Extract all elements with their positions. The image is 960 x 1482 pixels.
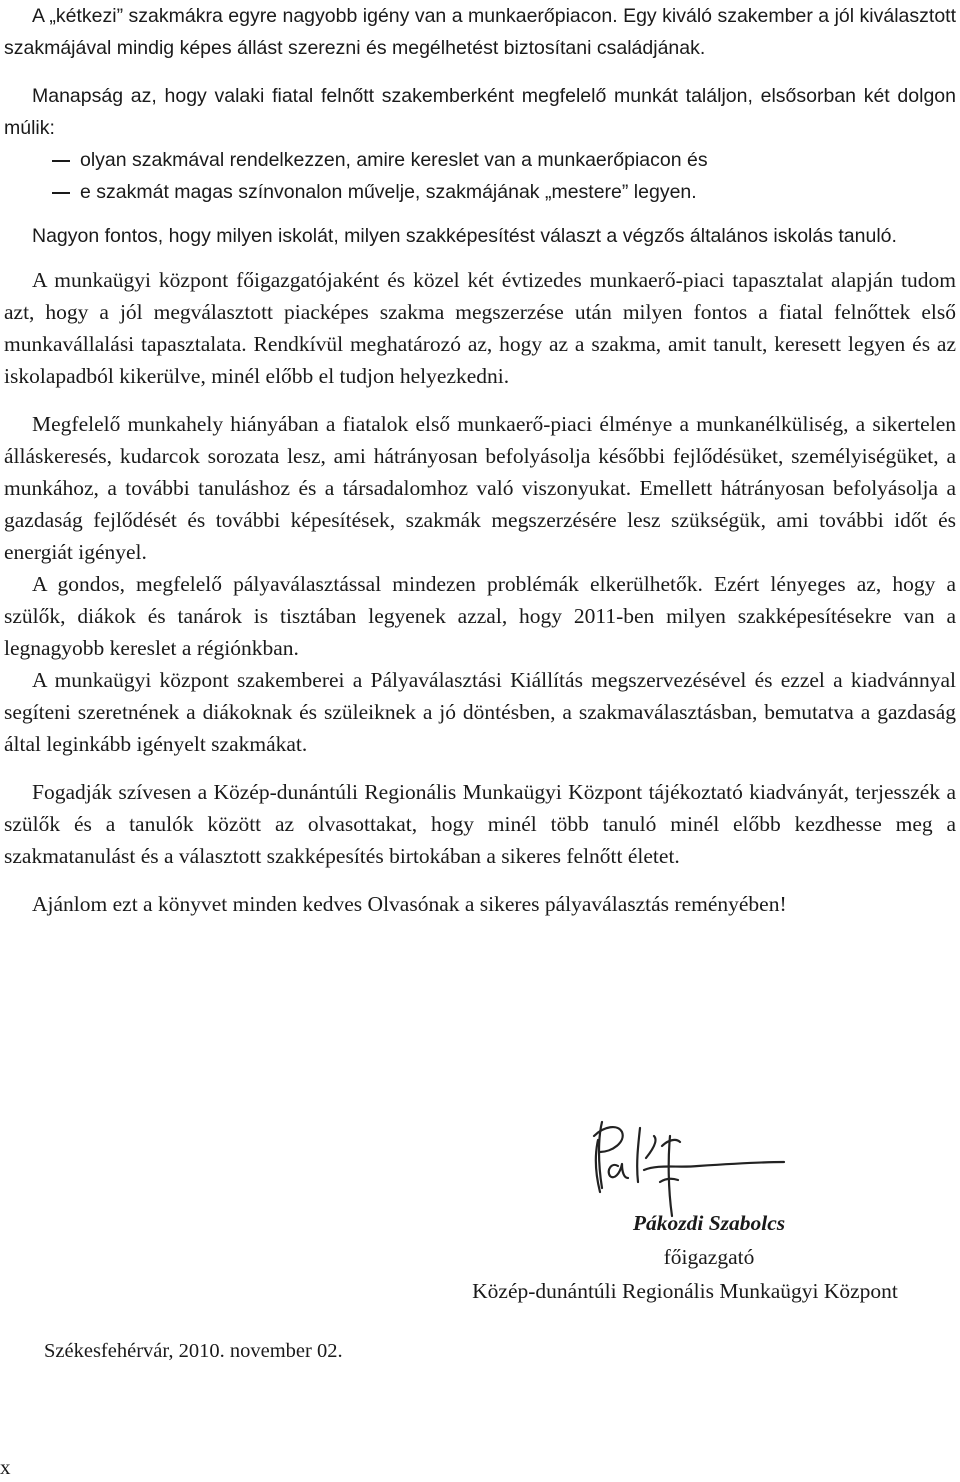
place-and-date: Székesfehérvár, 2010. november 02. — [44, 1340, 343, 1362]
letter-body — [4, 0, 956, 920]
paragraph-intro: A „kétkezi” szakmákra egyre nagyobb igény van a munkaerőpiacon. Egy kiváló szakember a jól kiválasztott szakmájával mindig képes állást szerezni és megélhetést biztosítani családjának. — [4, 5, 956, 59]
paragraph-exhibition: A munkaügyi központ szakemberei a Pályaválasztási Kiállítás megszervezésével és ezzel a kiadvánnyal segíteni szeretnének a diákoknak és szüleiknek a jó döntésben, a szakmaválasztásban, bemutatva a gazdaság által leginkább igényelt szakmákat. — [4, 668, 956, 756]
list-item: olyan szakmával rendelkezzen, amire kereslet van a munkaerőpiacon és — [4, 144, 956, 176]
list-item: e szakmát magas színvonalon művelje, szakmájának „mestere” legyen. — [4, 176, 956, 208]
page-number: x — [0, 1455, 11, 1479]
paragraph-invitation: Fogadják szívesen a Közép-dunántúli Regionális Munkaügyi Központ tájékoztató kiadványát, terjesszék a szülők és a tanulók között az olvasottakat, hogy minél több tanuló minél előbb kezdhesse meg a szakmatanulást és a választott szakképesítés birtokában a sikeres felnőtt életet. — [4, 780, 956, 868]
paragraph-conditions: Manapság az, hogy valaki fiatal felnőtt szakemberként megfelelő munkát találjon, elsősorban két dolgon múlik: — [4, 85, 956, 139]
paragraph-experience: A munkaügyi központ főigazgatójaként és közel két évtizedes munkaerő-piaci tapasztalat alapján tudom azt, hogy a jól megválasztott piacképes szakma megszerzése után milyen fontos a fiatal felnőttek első munkavállalási tapasztalata. Rendkívül meghatározó az, hogy az a szakma, amit tanult, keresett legyen és az iskolapadból kikerülve, minél előbb el tudjon helyezkedni. — [4, 268, 956, 388]
paragraph-career-choice: A gondos, megfelelő pályaválasztással mindezen problémák elkerülhetők. Ezért lényeges az, hogy a szülők, diákok és tanárok is tisztában legyenek azzal, hogy 2011-ben milyen szakképesítésekre van a legnagyobb kereslet a régiónkban. — [4, 572, 956, 660]
signature-block — [410, 1206, 960, 1308]
handwritten-signature — [588, 1118, 788, 1218]
paragraph-school-choice: Nagyon fontos, hogy milyen iskolát, milyen szakképesítést választ a végzős általános iskolás tanuló. — [32, 225, 897, 247]
paragraph-recommendation: Ajánlom ezt a könyvet minden kedves Olvasónak a sikeres pályaválasztás reményében! — [32, 892, 787, 916]
signatory-name: Pákozdi Szabolcs — [632, 1211, 786, 1235]
signatory-title: főigazgató — [663, 1245, 755, 1269]
signatory-organization: Közép-dunántúli Regionális Munkaügyi Központ — [472, 1279, 898, 1303]
conditions-list — [4, 144, 956, 208]
paragraph-unemployment: Megfelelő munkahely hiányában a fiatalok első munkaerő-piaci élménye a munkanélküliség, a sikertelen álláskeresés, kudarcok sorozata lesz, ami hátrányosan befolyásolja későbbi fejlődésüket, személyiségüket, a munkához, a további tanuláshoz és a társadalomhoz való viszonyukat. Emellett hátrányosan befolyásolja a gazdaság fejlődését és további képesítések, szakmák megszerzésére lesz szükségük, ami további időt és energiát igényel. — [4, 412, 956, 564]
